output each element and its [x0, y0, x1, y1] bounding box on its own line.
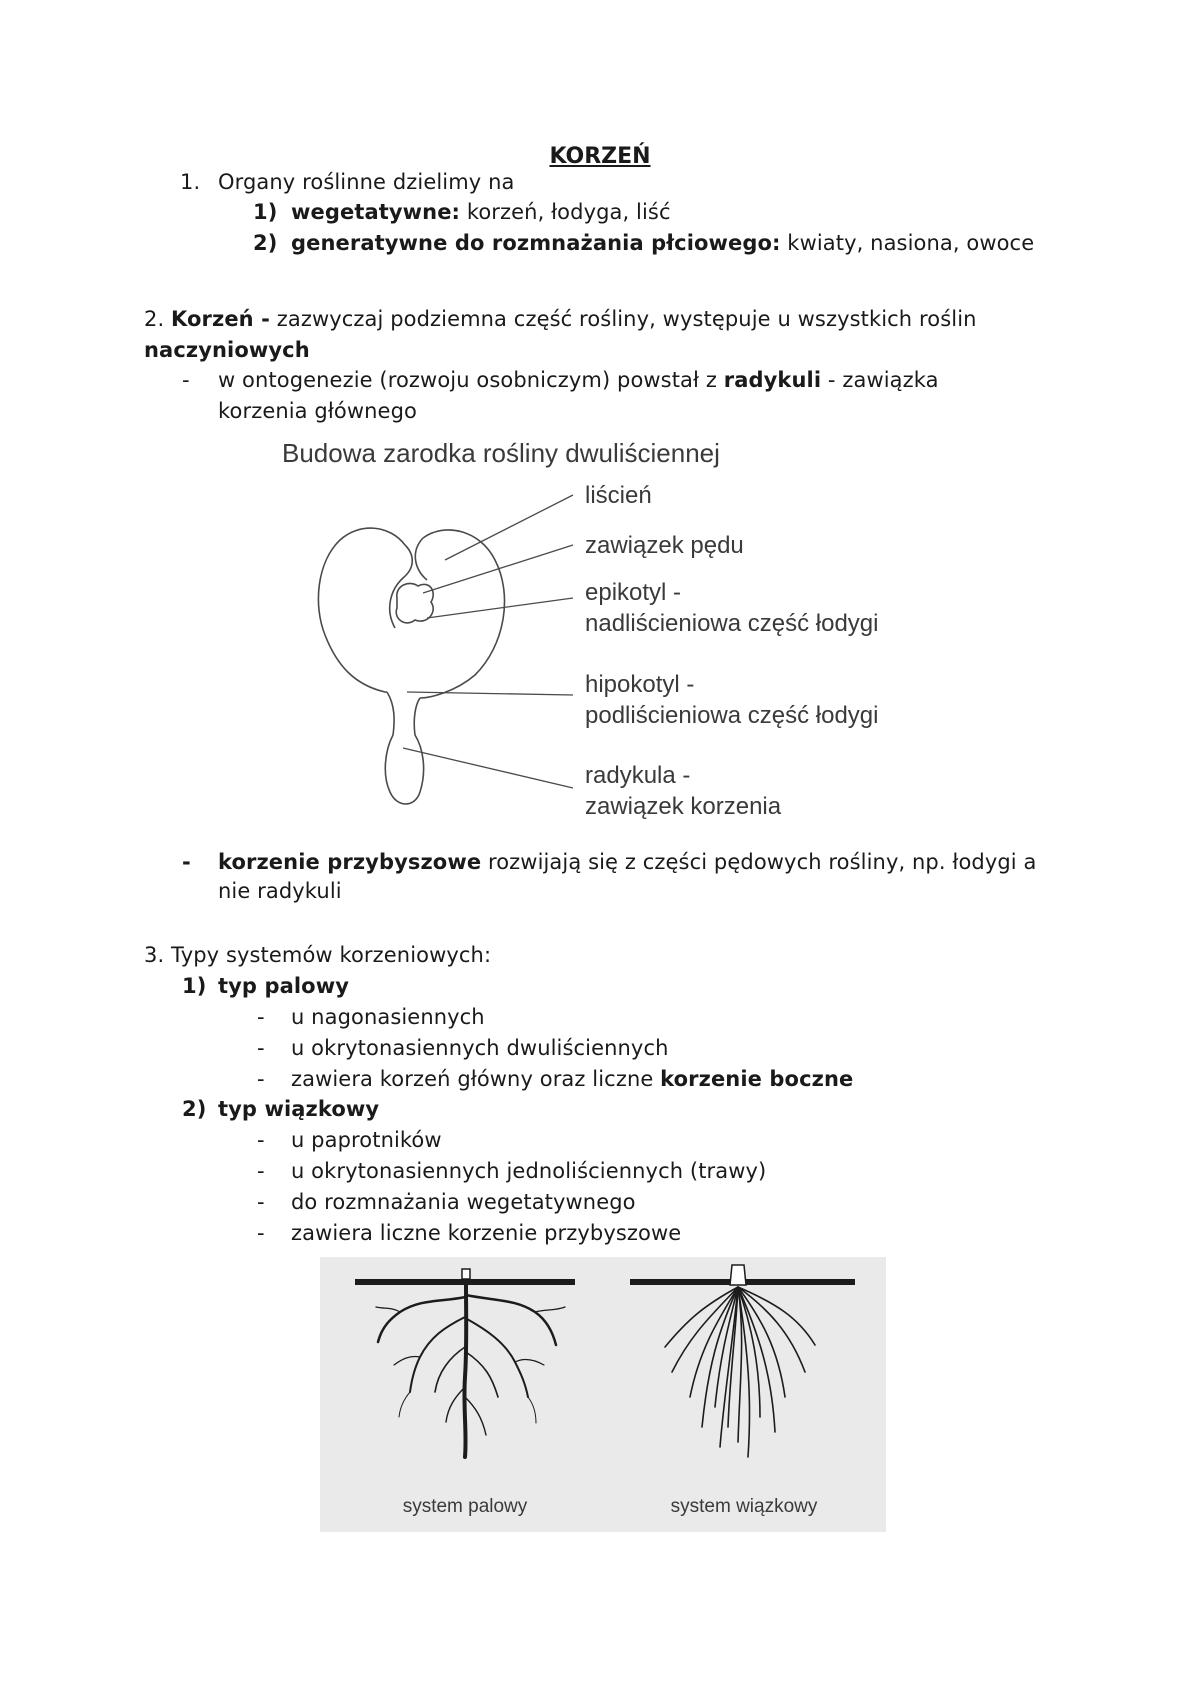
s3-type2-bullet3: do rozmnażania wegetatywnego	[291, 1190, 636, 1214]
s3-text: Typy systemów korzeniowych:	[171, 943, 492, 967]
s2-line1	[144, 304, 977, 334]
s3-type1-dash3: -	[257, 1067, 265, 1091]
embryo-label-epicotyl-desc: nadliścieniowa część łodygi	[585, 610, 879, 637]
s2-bullet2-line2: nie radykuli	[218, 879, 342, 903]
s3-type1-number: 1)	[182, 974, 207, 998]
s3-number: 3.	[144, 943, 165, 967]
s3-type1-dash2: -	[257, 1036, 265, 1060]
fibrous-root-caption: system wiązkowy	[670, 1496, 818, 1517]
embryo-label-cotyledon: liścień	[585, 482, 652, 509]
s3-type2-dash1: -	[257, 1128, 265, 1152]
s3-type1-name: typ palowy	[218, 974, 349, 998]
s1-item1	[291, 197, 671, 227]
s3-type2-bullet4: zawiera liczne korzenie przybyszowe	[291, 1221, 682, 1245]
s1-item2-bold: generatywne do rozmnażania płciowego:	[291, 231, 781, 255]
s2-bullet2-dash: -	[182, 850, 191, 874]
embryo-label-shoot-bud: zawiązek pędu	[585, 532, 744, 559]
s1-text: Organy roślinne dzielimy na	[218, 170, 515, 194]
s3-type1-bullet3	[291, 1064, 853, 1094]
s2-number: 2.	[144, 307, 165, 331]
s3-type2-bullet2: u okrytonasiennych jednoliściennych (trawy)	[291, 1159, 767, 1183]
s3-line	[144, 940, 491, 970]
s1-item2-number: 2)	[253, 231, 278, 255]
s2-bullet1	[218, 365, 939, 395]
embryo-label-hypocotyl: hipokotyl -	[585, 671, 695, 698]
s2-rest: zazwyczaj podziemna część rośliny, występuje u wszystkich roślin	[269, 307, 977, 331]
s1-item2-rest: kwiaty, nasiona, owoce	[780, 231, 1035, 255]
embryo-outline	[318, 528, 504, 804]
s2-line2: naczyniowych	[144, 338, 310, 362]
s3-type2-number: 2)	[182, 1097, 207, 1121]
s2-b1-pre: w ontogenezie (rozwoju osobniczym) powstał z	[218, 368, 724, 392]
s2-bullet1-line2: korzenia głównego	[218, 399, 417, 423]
embryo-diagram	[255, 430, 975, 830]
embryo-label-hypocotyl-desc: podliścieniowa część łodygi	[585, 702, 879, 729]
root-systems-figure	[320, 1257, 886, 1532]
s3-type1-bullet2: u okrytonasiennych dwuliściennych	[291, 1036, 669, 1060]
s2-b1-bold: radykuli	[723, 368, 822, 392]
s1-item1-rest: korzeń, łodyga, liść	[460, 200, 671, 224]
s3-type2-name: typ wiązkowy	[218, 1097, 380, 1121]
embryo-title: Budowa zarodka rośliny dwuliściennej	[282, 438, 720, 468]
embryo-label-radicle-desc: zawiązek korzenia	[585, 793, 782, 820]
s1-number: 1.	[180, 170, 201, 194]
s2-b2-rest: rozwijają się z części pędowych rośliny, np. łodygi a	[481, 850, 1037, 874]
s3-type1-dash1: -	[257, 1005, 265, 1029]
s3-type1-bullet3-text: zawiera korzeń główny oraz liczne	[291, 1067, 661, 1091]
page-title: KORZEŃ	[549, 144, 651, 169]
s3-type2-bullet1: u paprotników	[291, 1128, 442, 1152]
s3-type2-dash4: -	[257, 1221, 265, 1245]
tap-root-caption: system palowy	[402, 1496, 528, 1517]
s3-type2-dash2: -	[257, 1159, 265, 1183]
s2-bullet1-dash: -	[182, 368, 190, 392]
s1-item1-bold: wegetatywne:	[291, 200, 461, 224]
s3-type1-bullet3-bold: korzenie boczne	[660, 1067, 854, 1091]
root-figure-background	[320, 1257, 886, 1532]
s2-bullet2	[218, 847, 1037, 877]
embryo-label-epicotyl: epikotyl -	[585, 579, 682, 606]
s3-type2-dash3: -	[257, 1190, 265, 1214]
embryo-leader-lines	[403, 495, 573, 788]
s1-item2	[291, 228, 1034, 258]
s2-bold: Korzeń -	[171, 307, 270, 331]
embryo-label-radicle: radykula -	[585, 762, 691, 789]
s2-b1-post: - zawiązka	[821, 368, 939, 392]
s2-b2-bold: korzenie przybyszowe	[218, 850, 482, 874]
s3-type1-bullet1: u nagonasiennych	[291, 1005, 485, 1029]
s1-item1-number: 1)	[253, 200, 278, 224]
